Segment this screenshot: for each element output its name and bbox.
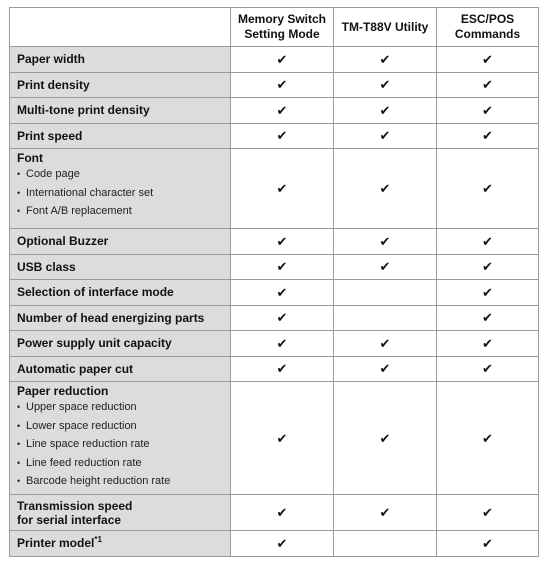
bullet-icon: • — [17, 457, 21, 468]
support-cell-escpos — [437, 255, 539, 281]
support-cell-memory-switch — [231, 357, 334, 383]
table-row — [9, 149, 539, 229]
support-cell-utility — [334, 229, 437, 255]
table-row — [9, 73, 539, 99]
table-row — [9, 531, 539, 557]
checkmark-icon: ✔ — [276, 128, 288, 144]
table-row — [9, 47, 539, 73]
checkmark-icon: ✔ — [482, 535, 493, 551]
checkmark-icon: ✔ — [379, 77, 391, 93]
feature-cell — [9, 98, 231, 124]
checkmark-icon: ✔ — [276, 284, 288, 300]
table-row — [9, 331, 539, 357]
support-cell-escpos — [437, 331, 539, 357]
feature-label: Print speed — [17, 128, 83, 143]
subitem-label: Code page — [26, 168, 80, 180]
support-cell-memory-switch — [231, 47, 334, 73]
support-cell-escpos — [437, 73, 539, 99]
checkmark-icon: ✔ — [482, 233, 493, 249]
checkmark-icon: ✔ — [482, 181, 493, 196]
checkmark-icon: ✔ — [379, 128, 391, 144]
support-cell-escpos — [437, 495, 539, 531]
support-cell-memory-switch — [231, 382, 334, 495]
table-row — [9, 124, 539, 150]
feature-subitem — [17, 418, 224, 436]
support-cell-utility — [334, 306, 437, 332]
feature-label: Print density — [17, 77, 90, 92]
feature-subitem — [17, 399, 224, 417]
support-cell-memory-switch — [231, 149, 334, 229]
feature-label: Selection of interface mode — [17, 285, 174, 300]
support-cell-memory-switch — [231, 229, 334, 255]
table-header-row — [9, 7, 539, 47]
checkmark-icon: ✔ — [379, 181, 391, 196]
support-cell-utility — [334, 255, 437, 281]
checkmark-icon: ✔ — [482, 51, 493, 67]
checkmark-icon: ✔ — [482, 128, 493, 144]
checkmark-icon: ✔ — [379, 505, 391, 520]
checkmark-icon: ✔ — [482, 430, 493, 446]
support-cell-memory-switch — [231, 306, 334, 332]
feature-subitem — [17, 455, 224, 473]
feature-cell — [9, 331, 231, 357]
checkmark-icon: ✔ — [276, 505, 288, 520]
table-row — [9, 229, 539, 255]
checkmark-icon: ✔ — [379, 335, 391, 351]
checkmark-icon: ✔ — [482, 310, 493, 326]
feature-cell — [9, 229, 231, 255]
table-row — [9, 382, 539, 495]
support-cell-memory-switch — [231, 73, 334, 99]
support-cell-utility — [334, 98, 437, 124]
checkmark-icon: ✔ — [276, 335, 288, 351]
bullet-icon: • — [17, 187, 21, 198]
support-cell-utility — [334, 280, 437, 306]
feature-cell — [9, 73, 231, 99]
feature-label: Optional Buzzer — [17, 234, 109, 249]
bullet-icon: • — [17, 169, 21, 179]
checkmark-icon: ✔ — [276, 181, 288, 196]
checkmark-icon: ✔ — [276, 310, 288, 326]
feature-label: Font — [17, 151, 43, 165]
feature-cell — [9, 280, 231, 306]
support-cell-escpos — [437, 357, 539, 383]
feature-label: Transmission speed — [17, 498, 133, 513]
table-row — [9, 98, 539, 124]
support-cell-memory-switch — [231, 98, 334, 124]
checkmark-icon: ✔ — [482, 77, 493, 93]
support-cell-escpos — [437, 306, 539, 332]
support-cell-utility — [334, 357, 437, 383]
feature-label: Printer model — [17, 536, 95, 551]
subitem-label: Barcode height reduction rate — [26, 475, 171, 488]
checkmark-icon: ✔ — [276, 430, 288, 446]
subitem-label: Lower space reduction — [26, 419, 137, 432]
feature-subitem — [17, 166, 224, 184]
feature-label: Paper width — [17, 52, 86, 67]
feature-cell — [9, 149, 231, 229]
support-cell-utility — [334, 73, 437, 99]
support-cell-memory-switch — [231, 124, 334, 150]
settings-comparison-table-container — [9, 7, 539, 557]
checkmark-icon: ✔ — [482, 284, 493, 300]
header-memory-switch: Memory Switch Setting Mode — [231, 7, 334, 47]
checkmark-icon: ✔ — [276, 259, 288, 275]
feature-subitem — [17, 203, 224, 221]
support-cell-escpos — [437, 98, 539, 124]
support-cell-escpos — [437, 531, 539, 557]
checkmark-icon: ✔ — [379, 102, 391, 118]
checkmark-icon: ✔ — [379, 233, 391, 249]
checkmark-icon: ✔ — [276, 102, 288, 118]
bullet-icon: • — [17, 206, 21, 217]
header-feature — [9, 7, 231, 47]
feature-cell — [9, 124, 231, 150]
checkmark-icon: ✔ — [276, 361, 288, 377]
header-escpos-commands: ESC/POS Commands — [437, 7, 539, 47]
support-cell-escpos — [437, 229, 539, 255]
table-row — [9, 495, 539, 531]
checkmark-icon: ✔ — [276, 535, 288, 551]
support-cell-utility — [334, 382, 437, 495]
subitem-label: Upper space reduction — [26, 401, 137, 413]
feature-label: Power supply unit capacity — [17, 336, 172, 351]
bullet-icon: • — [17, 439, 21, 450]
feature-cell — [9, 306, 231, 332]
feature-label: Paper reduction — [17, 384, 109, 398]
feature-label: Number of head energizing parts — [17, 310, 205, 325]
feature-subitem — [17, 185, 224, 203]
feature-cell — [9, 531, 231, 557]
subitem-label: International character set — [26, 186, 154, 199]
subitem-label: Line feed reduction rate — [26, 456, 142, 469]
support-cell-escpos — [437, 124, 539, 150]
support-cell-utility — [334, 149, 437, 229]
feature-cell — [9, 382, 231, 495]
header-tm-t88v-utility: TM-T88V Utility — [334, 7, 437, 47]
table-row — [9, 255, 539, 281]
feature-label: USB class — [17, 259, 76, 274]
support-cell-memory-switch — [231, 255, 334, 281]
feature-cell — [9, 47, 231, 73]
feature-cell — [9, 495, 231, 531]
checkmark-icon: ✔ — [482, 361, 493, 377]
bullet-icon: • — [17, 402, 21, 412]
feature-cell — [9, 357, 231, 383]
support-cell-memory-switch — [231, 280, 334, 306]
table-row — [9, 280, 539, 306]
support-cell-escpos — [437, 149, 539, 229]
checkmark-icon: ✔ — [276, 77, 288, 93]
bullet-icon: • — [17, 476, 21, 487]
feature-cell — [9, 255, 231, 281]
table-row — [9, 357, 539, 383]
support-cell-utility — [334, 331, 437, 357]
checkmark-icon: ✔ — [379, 430, 391, 446]
support-cell-escpos — [437, 47, 539, 73]
feature-subitem — [17, 473, 224, 491]
checkmark-icon: ✔ — [379, 51, 391, 67]
settings-comparison-table — [9, 7, 539, 557]
support-cell-memory-switch — [231, 331, 334, 357]
support-cell-utility — [334, 531, 437, 557]
checkmark-icon: ✔ — [482, 259, 493, 275]
support-cell-escpos — [437, 382, 539, 495]
checkmark-icon: ✔ — [482, 335, 493, 351]
support-cell-utility — [334, 495, 437, 531]
feature-label: Automatic paper cut — [17, 361, 134, 376]
checkmark-icon: ✔ — [379, 259, 391, 275]
support-cell-utility — [334, 47, 437, 73]
subitem-label: Font A/B replacement — [26, 205, 132, 218]
support-cell-memory-switch — [231, 495, 334, 531]
table-row — [9, 306, 539, 332]
checkmark-icon: ✔ — [482, 505, 493, 520]
support-cell-utility — [334, 124, 437, 150]
checkmark-icon: ✔ — [379, 361, 391, 377]
support-cell-memory-switch — [231, 531, 334, 557]
bullet-icon: • — [17, 420, 21, 431]
support-cell-escpos — [437, 280, 539, 306]
footnote-marker: *1 — [94, 535, 102, 545]
feature-label: Multi-tone print density — [17, 103, 150, 118]
feature-label: for serial interface — [17, 512, 122, 527]
checkmark-icon: ✔ — [276, 51, 288, 67]
subitem-label: Line space reduction rate — [26, 438, 150, 451]
feature-subitem — [17, 436, 224, 454]
checkmark-icon: ✔ — [276, 233, 288, 249]
checkmark-icon: ✔ — [482, 102, 493, 118]
